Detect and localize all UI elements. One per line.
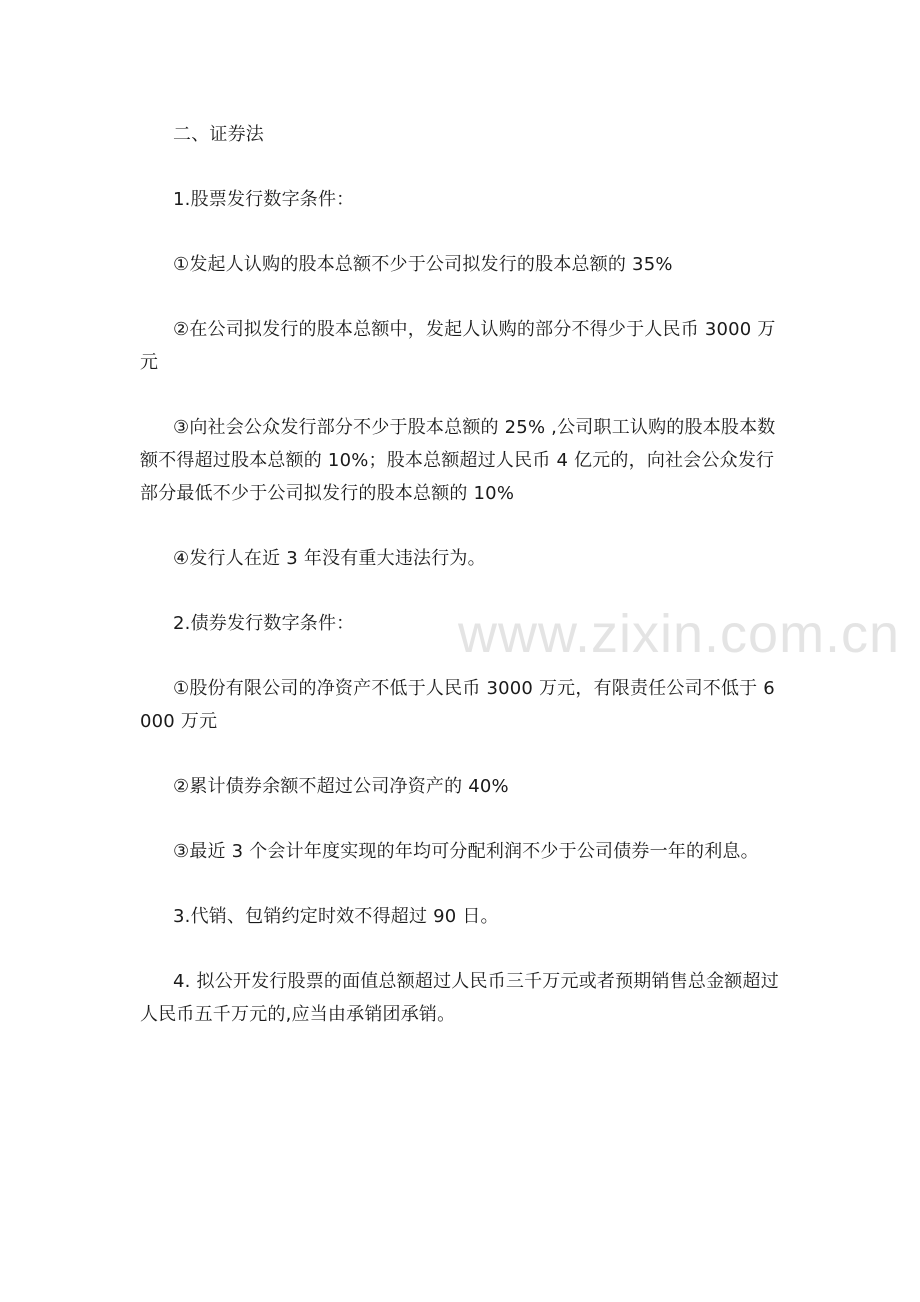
list-item: ③向社会公众发行部分不少于股本总额的 25% ,公司职工认购的股本股本数额不得超过股本总额的 10%；股本总额超过人民币 4 亿元的，向社会公众发行部分最低不少于公司拟发行的股本总额的 10% [140, 417, 776, 504]
list-item: ②在公司拟发行的股本总额中，发起人认购的部分不得少于人民币 3000 万元 [140, 319, 776, 373]
watermark-text: www.zixin.com.cn [458, 604, 901, 664]
document-body [140, 118, 780, 1063]
subsection-heading: 2.债券发行数字条件： [173, 613, 355, 634]
list-item: ③最近 3 个会计年度实现的年均可分配利润不少于公司债券一年的利息。 [173, 841, 759, 862]
list-item: ①发起人认购的股本总额不少于公司拟发行的股本总额的 35% [173, 254, 673, 275]
list-item: ②累计债券余额不超过公司净资产的 40% [173, 776, 509, 797]
subsection-heading: 1.股票发行数字条件： [173, 189, 355, 210]
section-heading: 二、证券法 [173, 124, 264, 145]
list-item: ①股份有限公司的净资产不低于人民币 3000 万元，有限责任公司不低于 6000 万元 [140, 678, 775, 732]
subsection-heading: 4. 拟公开发行股票的面值总额超过人民币三千万元或者预期销售总金额超过人民币五千万元的,应当由承销团承销。 [140, 971, 779, 1025]
list-item: ④发行人在近 3 年没有重大违法行为。 [173, 548, 486, 569]
subsection-heading: 3.代销、包销约定时效不得超过 90 日。 [173, 906, 499, 927]
